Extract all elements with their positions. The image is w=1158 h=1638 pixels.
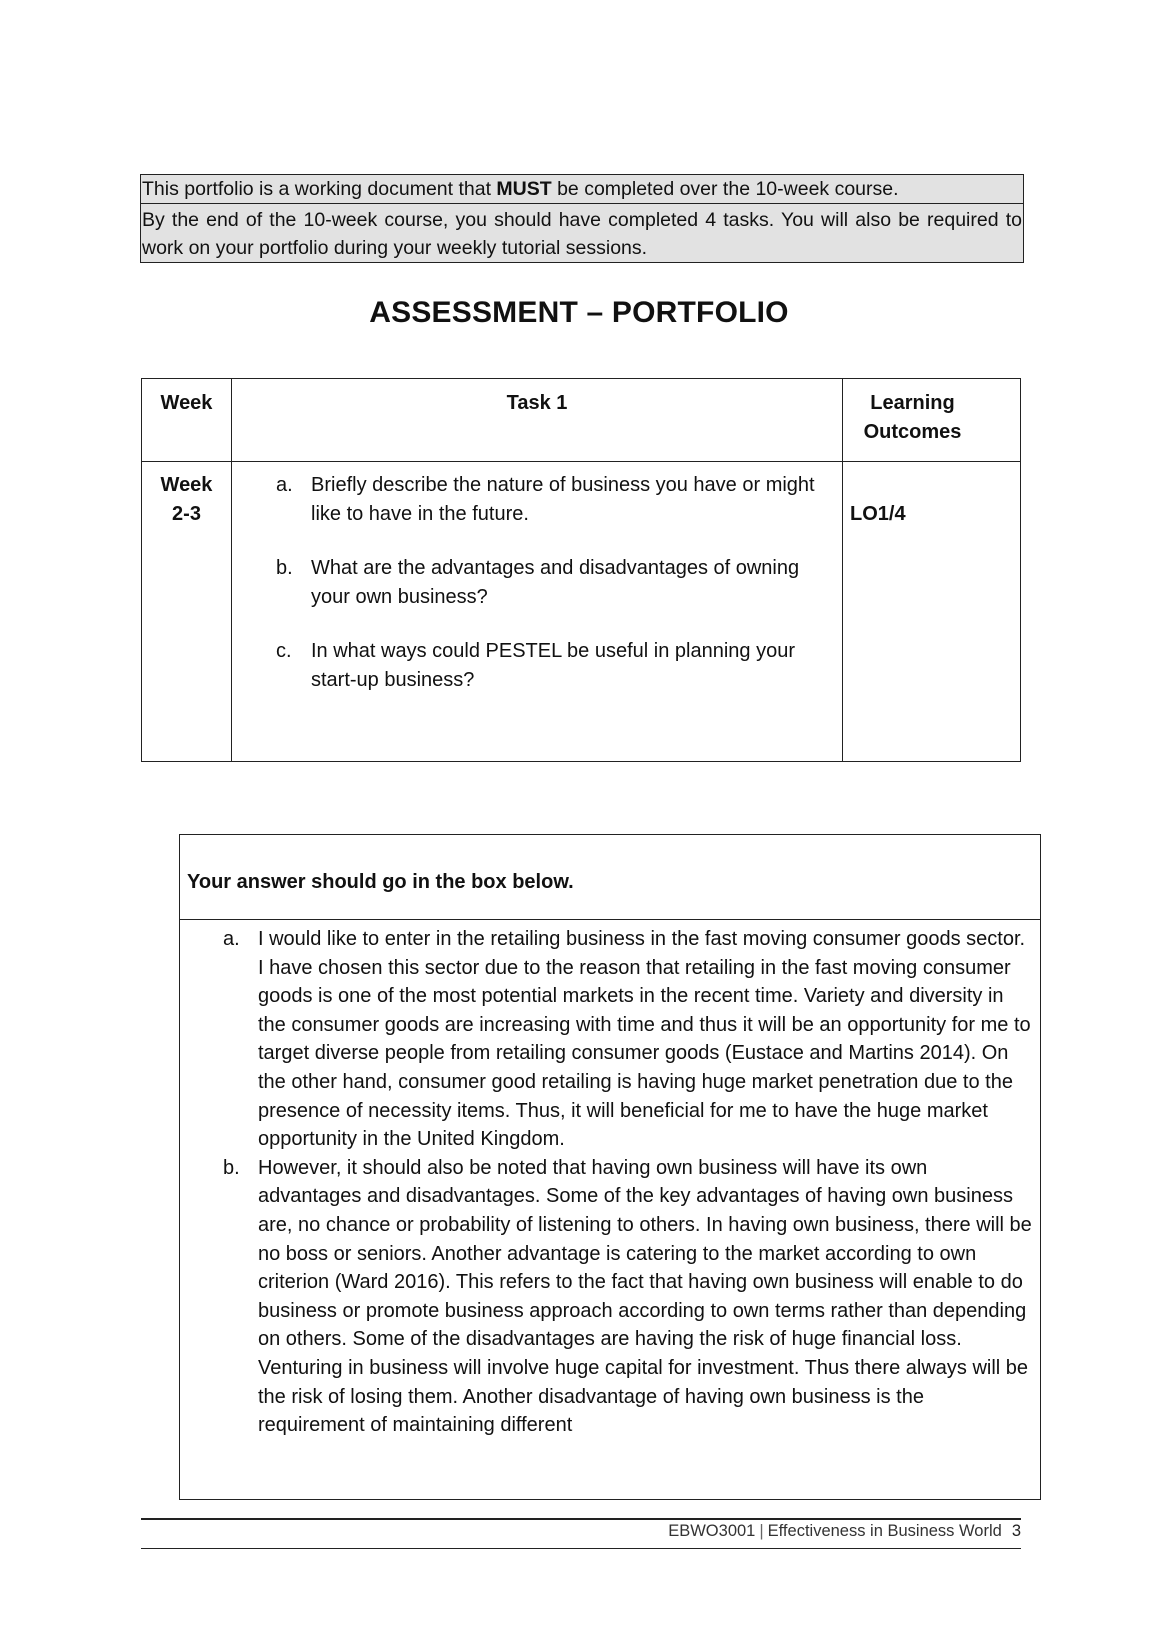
page-number: 3 (1011, 1522, 1021, 1540)
answer-text: However, it should also be noted that having own business will have its own advantages and disadvantages. Some of the key advantages of having own business are, no chance or probability of listening to others. In having own business, there will be no boss or seniors. Another advantage is catering to the market according to own criterion (Ward 2016). This refers to the fact that having own business will enable to do business or promote business approach according to own terms rather than depending on others. Some of the disadvantages are having the risk of huge financial loss. Venturing in business will involve huge capital for investment. Thus there always will be the risk of losing them. Another disadvantage of having own business is the requirement of maintaining different (258, 1156, 1032, 1437)
list-marker: c. (276, 640, 292, 662)
notice-text: be completed over the 10-week course. (551, 178, 899, 200)
task-text: In what ways could PESTEL be useful in planning your start-up business? (311, 640, 795, 691)
notice-text: This portfolio is a working document that (142, 178, 497, 200)
answer-box (179, 834, 1041, 1500)
table-divider (142, 461, 1020, 462)
week-label: Week (160, 474, 213, 496)
task-item (267, 637, 837, 695)
notice-emphasis: MUST (496, 178, 552, 200)
course-code: EBWO3001 (668, 1522, 756, 1540)
page-title: ASSESSMENT – PORTFOLIO (369, 296, 789, 329)
list-marker: a. (223, 928, 240, 950)
answer-text: I would like to enter in the retailing business in the fast moving consumer goods sector. I have chosen this sector due to the reason that retailing in the fast moving consumer goods is one of the most potential markets in the recent time. Variety and diversity in the consumer goods are increasing with time and thus it will be an opportunity for me to target diverse people from retailing consumer goods (Eustace and Martins 2014). On the other hand, consumer good retailing is having huge market penetration due to the presence of necessity items. Thus, it will beneficial for me to have the huge market opportunity in the United Kingdom. (258, 928, 1031, 1151)
learning-outcome-value: LO1/4 (850, 503, 906, 525)
task-text: Briefly describe the nature of business you have or might like to have in the future. (311, 474, 815, 525)
footer-rule (141, 1548, 1021, 1549)
notice-box (140, 174, 1024, 263)
task-text: What are the advantages and disadvantages of owning your own business? (311, 557, 800, 608)
list-marker: b. (223, 1156, 240, 1179)
header-task: Task 1 (506, 392, 568, 414)
header-week: Week (160, 392, 213, 414)
notice-line-1 (141, 175, 1023, 204)
task-table (141, 378, 1021, 762)
answer-item (180, 1154, 1034, 1440)
week-cell (142, 471, 231, 529)
list-marker: b. (276, 557, 293, 579)
answer-header (180, 835, 1040, 920)
task-item (267, 471, 837, 529)
task-list (267, 471, 837, 695)
task-cell (267, 471, 837, 720)
task-item (267, 554, 837, 612)
week-range: 2-3 (172, 503, 201, 525)
page-footer (668, 1522, 1021, 1541)
header-learning-outcomes: Learning Outcomes (863, 392, 962, 443)
answer-list (180, 925, 1034, 1440)
answer-item (180, 925, 1034, 1154)
table-divider (231, 379, 232, 761)
answer-heading: Your answer should go in the box below. (187, 871, 574, 893)
notice-line-2: By the end of the 10-week course, you should have completed 4 tasks. You will also be required to work on your portfolio during your weekly tutorial sessions. (142, 209, 1022, 259)
list-marker: a. (276, 474, 293, 496)
course-title: Effectiveness in Business World (767, 1522, 1002, 1540)
footer-separator: | (759, 1522, 764, 1540)
footer-rule (141, 1518, 1021, 1520)
